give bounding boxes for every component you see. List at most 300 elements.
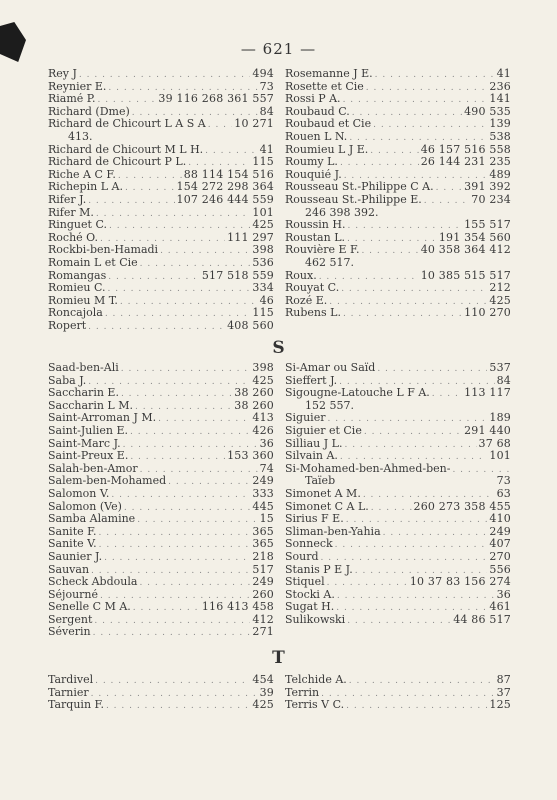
- entry-page-numbers: 538: [489, 130, 511, 143]
- entry-name: Roché O.: [48, 231, 99, 244]
- entry-page-numbers: 425: [252, 219, 274, 232]
- leader-dots: [111, 489, 250, 501]
- index-entry: [285, 674, 511, 687]
- leader-dots: [377, 363, 487, 375]
- entry-name: Simonet C A L.: [285, 500, 369, 513]
- leader-dots: [344, 439, 476, 451]
- leader-dots: [347, 615, 451, 627]
- entry-name: Taïeb: [305, 475, 336, 488]
- entry-name: Samba Alamine: [48, 513, 136, 526]
- entry-page-numbers: 38 260: [234, 387, 274, 400]
- entry-name: Riamé P.: [48, 93, 96, 106]
- index-entry: [48, 93, 274, 106]
- entry-name: Tardivel: [48, 674, 94, 686]
- entry-name: Terrin: [285, 686, 320, 699]
- index-entry: [48, 614, 274, 627]
- index-entry: [285, 387, 511, 400]
- index-entry: [48, 687, 274, 700]
- entry-page-numbers: 410: [489, 513, 511, 526]
- entry-name: Senelle C M A.: [48, 601, 131, 614]
- index-entry: [48, 463, 274, 476]
- leader-dots: [208, 119, 233, 131]
- entry-page-numbers: 271: [252, 626, 274, 639]
- entry-page-numbers: 537: [489, 362, 511, 374]
- leader-dots: [130, 451, 225, 463]
- index-entry: [48, 307, 274, 320]
- entry-name: Scheck Abdoula: [48, 576, 138, 589]
- entry-name: Tarnier: [48, 686, 89, 699]
- entry-page-numbers: 249: [252, 475, 274, 488]
- entry-name: Sergent: [48, 613, 93, 626]
- index-entry: [48, 526, 274, 539]
- entry-page-numbers: 154 272 298 364: [176, 181, 274, 194]
- entry-name: Saint-Arroman J M.: [48, 412, 157, 425]
- entry-page-numbers: 425: [489, 294, 511, 307]
- index-entry: [48, 320, 274, 333]
- index-entry: [48, 400, 274, 413]
- entry-page-numbers: 44 86 517: [453, 613, 511, 626]
- leader-dots: [132, 107, 258, 119]
- index-column-r-left: [48, 68, 274, 332]
- entry-name: Rozé E.: [285, 294, 328, 307]
- entry-name: Roumy L.: [285, 156, 338, 169]
- leader-dots: [424, 195, 470, 207]
- entry-page-numbers: 412: [252, 613, 274, 626]
- entry-name: Siguier et Cie: [285, 424, 362, 437]
- index-entry: [285, 576, 511, 589]
- index-entry: [285, 538, 511, 551]
- leader-dots: [347, 220, 462, 232]
- index-column-s-right: [285, 362, 511, 626]
- leader-dots: [120, 296, 258, 308]
- leader-dots: [355, 565, 488, 577]
- entry-page-numbers: 84: [496, 374, 511, 387]
- index-column-r-right: [285, 68, 511, 320]
- leader-dots: [104, 552, 250, 564]
- entry-name: Roustan L.: [285, 231, 345, 244]
- leader-dots: [343, 308, 462, 320]
- entry-page-numbers: 260: [252, 588, 274, 601]
- entry-page-numbers: 408 560: [227, 319, 274, 332]
- entry-page-numbers: 116 413 458: [201, 601, 274, 614]
- index-entry: [285, 501, 511, 514]
- entry-page-numbers: 37 68: [478, 437, 511, 450]
- entry-name: Saad-ben-Ali: [48, 362, 119, 374]
- leader-dots: [97, 94, 156, 106]
- index-entry: [48, 538, 274, 551]
- entry-name: Romangas: [48, 269, 107, 282]
- index-entry: [285, 564, 511, 577]
- entry-page-numbers: 155 517: [464, 219, 511, 232]
- index-entry: [285, 450, 511, 463]
- index-entry: [48, 513, 274, 526]
- leader-dots: [91, 565, 250, 577]
- entry-name: Saint-Preux E.: [48, 450, 129, 463]
- entry-page-numbers: 260 273 358 455: [413, 500, 511, 513]
- leader-dots: [99, 527, 251, 539]
- leader-dots: [140, 464, 258, 476]
- entry-name: Richard de Chicourt L A S A: [48, 118, 206, 131]
- leader-dots: [140, 258, 251, 270]
- leader-dots: [336, 602, 487, 614]
- entry-page-numbers: 73: [496, 475, 511, 488]
- index-entry: [285, 601, 511, 614]
- entry-name: Saunier J.: [48, 550, 103, 563]
- entry-name: 462 517.: [305, 256, 354, 269]
- index-entry: [48, 551, 274, 564]
- index-entry: [48, 282, 274, 295]
- entry-page-numbers: 70 234: [471, 193, 511, 206]
- leader-dots: [108, 82, 257, 94]
- index-entry: [285, 106, 511, 119]
- section-letter-s: S: [272, 338, 285, 358]
- leader-dots: [100, 590, 250, 602]
- entry-page-numbers: 489: [489, 168, 511, 181]
- index-entry: [285, 475, 511, 488]
- entry-name: 413.: [68, 130, 93, 143]
- entry-page-numbers: 38 260: [234, 399, 274, 412]
- entry-name: Salomon (Ve): [48, 500, 122, 513]
- index-entry: [285, 181, 511, 194]
- index-entry: [48, 564, 274, 577]
- entry-page-numbers: 218: [252, 550, 274, 563]
- entry-name: Roumieu L J E.: [285, 143, 369, 156]
- leader-dots: [327, 413, 487, 425]
- entry-page-numbers: 39 116 268 361 557: [158, 93, 274, 106]
- entry-name: Roncajola: [48, 307, 103, 320]
- entry-page-numbers: 461: [489, 601, 511, 614]
- leader-dots: [327, 577, 408, 589]
- leader-dots: [137, 514, 257, 526]
- entry-page-numbers: 249: [252, 576, 274, 589]
- leader-dots: [349, 132, 487, 144]
- leader-dots: [99, 539, 251, 551]
- leader-dots: [346, 514, 488, 526]
- leader-dots: [432, 388, 462, 400]
- entry-name: Terris V C.: [285, 699, 345, 712]
- leader-dots: [337, 590, 495, 602]
- leader-dots: [158, 413, 250, 425]
- index-entry: [48, 576, 274, 589]
- entry-page-numbers: 115: [252, 156, 274, 169]
- index-entry: [48, 131, 274, 144]
- leader-dots: [344, 170, 488, 182]
- leader-dots: [79, 69, 250, 81]
- index-entry: [48, 601, 274, 614]
- entry-page-numbers: 517: [252, 563, 274, 576]
- leader-dots: [96, 208, 250, 220]
- entry-page-numbers: 334: [252, 282, 274, 295]
- entry-page-numbers: 536: [252, 256, 274, 269]
- entry-name: Rubens L.: [285, 307, 341, 320]
- index-entry: [285, 270, 511, 283]
- index-entry: [285, 526, 511, 539]
- leader-dots: [88, 195, 174, 207]
- entry-page-numbers: 37: [496, 686, 511, 699]
- entry-name: Siguier: [285, 412, 326, 425]
- entry-name: Ropert: [48, 319, 87, 332]
- index-entry: [285, 295, 511, 308]
- entry-page-numbers: 110 270: [464, 307, 511, 320]
- index-entry: [48, 387, 274, 400]
- entry-name: Ringuet C.: [48, 219, 107, 232]
- entry-name: Telchide A.: [285, 674, 347, 686]
- entry-name: Simonet A M.: [285, 487, 361, 500]
- leader-dots: [349, 675, 495, 687]
- entry-name: Rousseau St.-Philippe C A.: [285, 181, 434, 194]
- leader-dots: [108, 271, 200, 283]
- leader-dots: [383, 527, 488, 539]
- entry-page-numbers: 39: [259, 686, 274, 699]
- index-entry: [48, 181, 274, 194]
- entry-name: Rockbi-ben-Hamadi: [48, 244, 159, 257]
- index-entry: [48, 156, 274, 169]
- index-entry: [48, 475, 274, 488]
- entry-page-numbers: 46: [259, 294, 274, 307]
- entry-name: Rifer J.: [48, 193, 87, 206]
- entry-page-numbers: 40 358 364 412: [420, 244, 511, 257]
- entry-page-numbers: 139: [489, 118, 511, 131]
- entry-name: Salah-ben-Amor: [48, 462, 138, 475]
- entry-name: Si-Amar ou Saïd: [285, 362, 376, 374]
- entry-page-numbers: 556: [489, 563, 511, 576]
- entry-page-numbers: 88 114 154 516: [183, 168, 274, 181]
- index-entry: [48, 106, 274, 119]
- leader-dots: [188, 157, 250, 169]
- entry-name: Séjourné: [48, 588, 99, 601]
- entry-name: Roubaud C.: [285, 105, 350, 118]
- leader-dots: [95, 675, 250, 687]
- entry-page-numbers: 113 117: [464, 387, 511, 400]
- entry-page-numbers: 291 440: [464, 424, 511, 437]
- index-entry: [48, 295, 274, 308]
- entry-page-numbers: 107 246 444 559: [176, 193, 274, 206]
- entry-page-numbers: 407: [489, 538, 511, 551]
- leader-dots: [133, 602, 200, 614]
- index-entry: [48, 194, 274, 207]
- leader-dots: [319, 271, 419, 283]
- entry-name: Rosemanne J E.: [285, 68, 373, 80]
- index-entry: [285, 438, 511, 451]
- index-entry: [48, 257, 274, 270]
- entry-page-numbers: 10 271: [234, 118, 274, 131]
- entry-name: Rey J: [48, 68, 77, 80]
- entry-page-numbers: 413: [252, 412, 274, 425]
- entry-name: Rosette et Cie: [285, 80, 364, 93]
- entry-page-numbers: 189: [489, 412, 511, 425]
- index-entry: [48, 488, 274, 501]
- leader-dots: [123, 439, 258, 451]
- leader-dots: [347, 233, 437, 245]
- entry-name: Reynier E.: [48, 80, 107, 93]
- index-entry: [48, 118, 274, 131]
- index-entry: [285, 93, 511, 106]
- leader-dots: [335, 539, 488, 551]
- entry-page-numbers: 141: [489, 93, 511, 106]
- entry-name: Saint-Julien E.: [48, 424, 128, 437]
- leader-dots: [106, 700, 250, 712]
- leader-dots: [339, 376, 494, 388]
- index-entry: [285, 194, 511, 207]
- leader-dots: [135, 401, 232, 413]
- index-entry: [285, 362, 511, 375]
- index-entry: [48, 375, 274, 388]
- entry-page-numbers: 333: [252, 487, 274, 500]
- entry-name: Silvain A.: [285, 450, 338, 463]
- leader-dots: [373, 119, 487, 131]
- index-entry: [48, 589, 274, 602]
- index-entry: [285, 244, 511, 257]
- entry-name: Rousseau St.-Philippe E.: [285, 193, 422, 206]
- entry-name: Sieffert J.: [285, 374, 338, 387]
- index-entry: [285, 375, 511, 388]
- entry-page-numbers: 212: [489, 282, 511, 295]
- leader-dots: [321, 552, 488, 564]
- index-entry: [48, 169, 274, 182]
- entry-name: Romieu M T.: [48, 294, 118, 307]
- leader-dots: [91, 688, 258, 700]
- entry-name: Roux.: [285, 269, 317, 282]
- entry-page-numbers: 41: [496, 68, 511, 80]
- index-entry: [285, 81, 511, 94]
- index-entry: [48, 412, 274, 425]
- page-number: — 621 —: [240, 40, 317, 58]
- index-entry: [48, 674, 274, 687]
- entry-page-numbers: 517 518 559: [201, 269, 274, 282]
- index-entry: [285, 144, 511, 157]
- entry-page-numbers: 153 360: [227, 450, 274, 463]
- leader-dots: [105, 308, 251, 320]
- entry-name: Sourd: [285, 550, 319, 563]
- index-entry: [285, 488, 511, 501]
- leader-dots: [346, 700, 487, 712]
- leader-dots: [118, 170, 182, 182]
- entry-page-numbers: 270: [489, 550, 511, 563]
- entry-page-numbers: 445: [252, 500, 274, 513]
- entry-page-numbers: 398: [252, 362, 274, 374]
- entry-name: Saccharin L M.: [48, 399, 133, 412]
- leader-dots: [88, 321, 225, 333]
- entry-name: Richard de Chicourt P L.: [48, 156, 187, 169]
- entry-page-numbers: 425: [252, 699, 274, 712]
- entry-page-numbers: 426: [252, 424, 274, 437]
- leader-dots: [340, 451, 488, 463]
- entry-name: Stiquel: [285, 576, 325, 589]
- section-letter-t: T: [272, 648, 285, 668]
- entry-name: Salomon V.: [48, 487, 110, 500]
- entry-page-numbers: 46 157 516 558: [420, 143, 511, 156]
- leader-dots: [363, 489, 495, 501]
- leader-dots: [93, 627, 251, 639]
- entry-page-numbers: 10 385 515 517: [420, 269, 511, 282]
- entry-page-numbers: 63: [496, 487, 511, 500]
- entry-name: Rouyat C.: [285, 282, 340, 295]
- entry-name: Rouvière E F.: [285, 244, 360, 257]
- leader-dots: [375, 69, 495, 81]
- index-entry: [285, 614, 511, 627]
- entry-page-numbers: 249: [489, 525, 511, 538]
- index-entry: [48, 232, 274, 245]
- entry-page-numbers: 365: [252, 538, 274, 551]
- index-entry: [48, 699, 274, 712]
- index-entry: [285, 307, 511, 320]
- leader-dots: [329, 296, 487, 308]
- leader-dots: [124, 502, 250, 514]
- index-entry: [48, 362, 274, 375]
- entry-name: Roussin H.: [285, 219, 346, 232]
- entry-page-numbers: 10 37 83 156 274: [409, 576, 511, 589]
- entry-name: Sanite V.: [48, 538, 97, 551]
- entry-name: Romieu C.: [48, 282, 106, 295]
- entry-page-numbers: 101: [252, 206, 274, 219]
- index-entry: [285, 219, 511, 232]
- leader-dots: [352, 107, 462, 119]
- entry-page-numbers: 398: [252, 244, 274, 257]
- entry-page-numbers: 87: [496, 674, 511, 686]
- leader-dots: [370, 145, 418, 157]
- entry-name: Roubaud et Cie: [285, 118, 372, 131]
- index-entry: [285, 232, 511, 245]
- index-entry: [285, 156, 511, 169]
- entry-name: Sonneck: [285, 538, 333, 551]
- entry-page-numbers: 111 297: [227, 231, 274, 244]
- index-entry: [285, 207, 511, 220]
- index-entry: [285, 400, 511, 413]
- entry-page-numbers: 101: [489, 450, 511, 463]
- leader-dots: [321, 688, 494, 700]
- index-entry: [285, 513, 511, 526]
- entry-name: Salem-ben-Mohamed: [48, 475, 167, 488]
- entry-page-numbers: 191 354 560: [438, 231, 511, 244]
- leader-dots: [130, 426, 250, 438]
- index-entry: [48, 425, 274, 438]
- index-entry: [285, 282, 511, 295]
- index-entry: [285, 425, 511, 438]
- entry-page-numbers: 490 535: [464, 105, 511, 118]
- index-column-t-left: [48, 674, 274, 712]
- index-entry: [48, 81, 274, 94]
- entry-name: Richepin L A.: [48, 181, 123, 194]
- entry-name: Riche A C F.: [48, 168, 116, 181]
- leader-dots: [343, 94, 488, 106]
- index-entry: [285, 131, 511, 144]
- entry-name: Rifer M.: [48, 206, 94, 219]
- leader-dots: [364, 426, 462, 438]
- index-entry: [48, 68, 274, 81]
- entry-name: Rouen L N.: [285, 130, 348, 143]
- index-entry: [285, 257, 511, 270]
- entry-page-numbers: 74: [259, 462, 274, 475]
- entry-name: Tarquin F.: [48, 699, 104, 712]
- index-entry: [285, 68, 511, 81]
- entry-name: Sanite F.: [48, 525, 97, 538]
- index-entry: [285, 687, 511, 700]
- entry-page-numbers: 391 392: [464, 181, 511, 194]
- leader-dots: [109, 220, 250, 232]
- index-entry: [285, 589, 511, 602]
- entry-page-numbers: 41: [259, 143, 274, 156]
- entry-name: Stanis P E J.: [285, 563, 353, 576]
- entry-name: Sulikowski: [285, 613, 346, 626]
- index-entry: [48, 450, 274, 463]
- entry-name: Rouquié J.: [285, 168, 342, 181]
- entry-page-numbers: 115: [252, 307, 274, 320]
- entry-name: Stocki A.: [285, 588, 335, 601]
- entry-page-numbers: 425: [252, 374, 274, 387]
- entry-page-numbers: 15: [259, 513, 274, 526]
- entry-name: 246 398 392.: [305, 206, 379, 219]
- entry-name: Sirius F E.: [285, 513, 344, 526]
